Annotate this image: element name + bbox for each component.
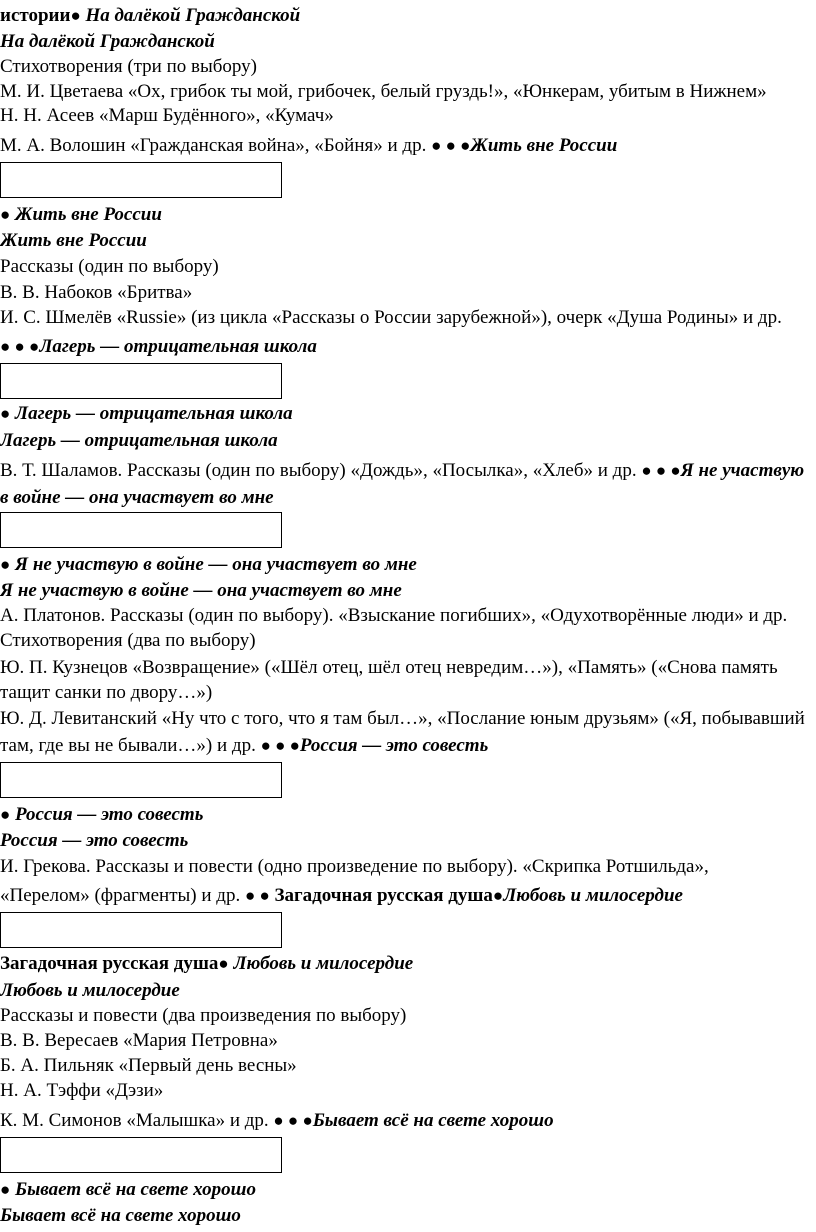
bullet-icon: ● <box>492 886 504 905</box>
bullet-icon: ● <box>70 6 81 25</box>
bullet-icon: ● <box>0 555 11 574</box>
bullet-icon: ● <box>0 205 11 224</box>
topic-title: Жить вне России <box>15 204 162 225</box>
text-line: Н. А. Тэффи «Дэзи» <box>0 1080 164 1101</box>
section-heading: Лагерь — отрицательная школа <box>0 430 278 451</box>
bullets-icon: ● ● <box>244 886 270 905</box>
bullet-icon: ● <box>0 805 11 824</box>
next-topic-title: Бывает всё на свете хорошо <box>312 1110 554 1131</box>
topic-title: Любовь и милосердие <box>233 953 414 974</box>
text-segment: там, где вы не бывали…») и др. <box>0 735 256 756</box>
text-line: М. И. Цветаева «Ох, грибок ты мой, грибочек, белый груздь!», «Юнкерам, убитым в Нижнем» <box>0 81 767 102</box>
bullet-topic-line <box>0 803 203 827</box>
section-heading: На далёкой Гражданской <box>0 31 215 52</box>
empty-box <box>0 162 282 198</box>
text-line: Б. А. Пильняк «Первый день весны» <box>0 1055 297 1076</box>
section-heading: Жить вне России <box>0 230 147 251</box>
bullets-icon: ● ● ● <box>431 136 471 155</box>
topic-title: На далёкой Гражданской <box>85 5 301 26</box>
next-topic-continuation: в войне — она участвует во мне <box>0 487 274 508</box>
text-segment: К. М. Симонов «Малышка» и др. <box>0 1110 269 1131</box>
topic-line <box>0 4 300 28</box>
text-line: Ю. Д. Левитанский «Ну что с того, что я там был…», «Послание юным друзьям» («Я, побывавший <box>0 708 805 729</box>
text-line: Н. Н. Асеев «Марш Будённого», «Кумач» <box>0 105 334 126</box>
topic-bold: Загадочная русская душа <box>0 953 219 974</box>
bullet-topic-line <box>0 203 162 227</box>
next-topic-line <box>0 335 317 359</box>
text-line: В. В. Набоков «Бритва» <box>0 282 193 303</box>
bullets-icon: ● ● ● <box>260 736 300 755</box>
next-topic-title: Я не участвую <box>680 460 805 481</box>
bullet-icon: ● <box>0 1180 11 1199</box>
text-line <box>0 134 617 158</box>
text-line: тащит санки по двору…») <box>0 682 213 703</box>
bullet-topic-line <box>0 1178 256 1202</box>
empty-box <box>0 363 282 399</box>
bullets-icon: ● ● ● <box>641 461 681 480</box>
text-line: Рассказы (один по выбору) <box>0 256 219 277</box>
empty-box <box>0 762 282 798</box>
text-line: Стихотворения (два по выбору) <box>0 630 256 651</box>
text-segment: В. Т. Шаламов. Рассказы (один по выбору) «Дождь», «Посылка», «Хлеб» и др. <box>0 460 637 481</box>
text-line <box>0 884 683 908</box>
text-line: А. Платонов. Рассказы (один по выбору). «Взыскание погибших», «Одухотворённые люди» и др. <box>0 605 788 626</box>
next-topic-title: Жить вне России <box>470 135 618 156</box>
empty-box <box>0 912 282 948</box>
text-segment: М. А. Волошин «Гражданская война», «Бойня» и др. <box>0 135 427 156</box>
bullet-topic-line <box>0 402 293 426</box>
text-segment: «Перелом» (фрагменты) и др. <box>0 885 241 906</box>
empty-box <box>0 1137 282 1173</box>
section-heading: Россия — это совесть <box>0 830 189 851</box>
topic-line <box>0 952 413 976</box>
section-heading: Любовь и милосердие <box>0 980 180 1001</box>
topic-title: Я не участвую в войне — она участвует во мне <box>15 554 417 575</box>
text-line: Стихотворения (три по выбору) <box>0 56 258 77</box>
prefix-text: истории <box>0 5 71 26</box>
bullet-topic-line <box>0 553 417 577</box>
text-line <box>0 1109 554 1133</box>
next-topic-title: Любовь и милосердие <box>503 885 683 906</box>
bullets-icon: ● ● ● <box>273 1111 313 1130</box>
next-topic-title: Россия — это совесть <box>299 735 489 756</box>
text-line <box>0 734 488 758</box>
text-line: В. В. Вересаев «Мария Петровна» <box>0 1030 278 1051</box>
text-line: И. Грекова. Рассказы и повести (одно произведение по выбору). «Скрипка Ротшильда», <box>0 856 709 877</box>
topic-title: Лагерь — отрицательная школа <box>15 403 293 424</box>
bullet-icon: ● <box>0 404 11 423</box>
section-heading: Бывает всё на свете хорошо <box>0 1205 241 1226</box>
text-line: И. С. Шмелёв «Russie» (из цикла «Рассказы о России зарубежной»), очерк «Душа Родины» и др. <box>0 307 782 328</box>
empty-box <box>0 512 282 548</box>
next-topic-bold: Загадочная русская душа <box>274 885 493 906</box>
bullet-icon: ● <box>218 954 229 973</box>
topic-title: Россия — это совесть <box>15 804 204 825</box>
text-line <box>0 459 804 483</box>
bullets-icon: ● ● ● <box>0 337 40 356</box>
next-topic-title: Лагерь — отрицательная школа <box>39 336 317 357</box>
section-heading: Я не участвую в войне — она участвует во мне <box>0 580 402 601</box>
text-line: Рассказы и повести (два произведения по выбору) <box>0 1005 407 1026</box>
text-line: Ю. П. Кузнецов «Возвращение» («Шёл отец, шёл отец невредим…»), «Память» («Снова память <box>0 657 778 678</box>
topic-title: Бывает всё на свете хорошо <box>15 1179 256 1200</box>
